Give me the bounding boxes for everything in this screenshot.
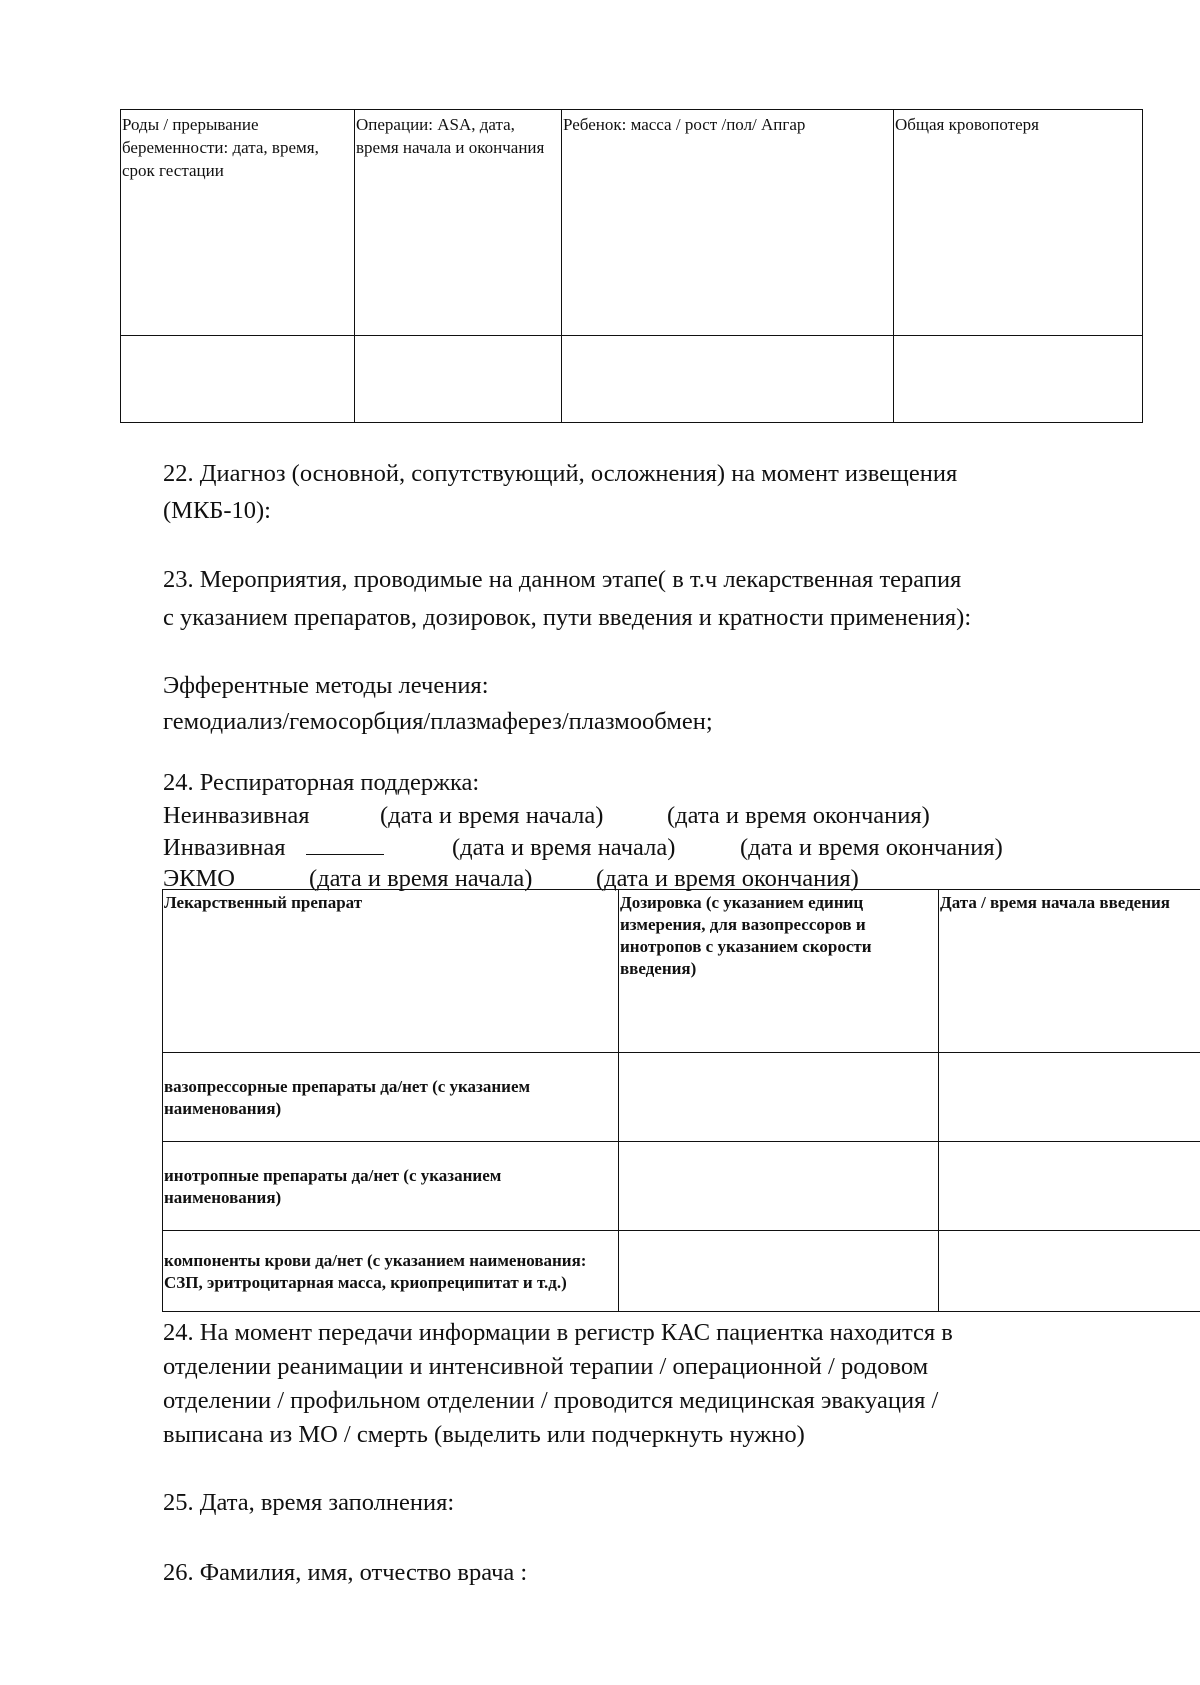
item22-line2: (МКБ-10): (163, 497, 271, 524)
cell-vasopressors-date[interactable] (939, 1053, 1200, 1142)
row-blood-components: компоненты крови да/нет (с указанием наименования: СЗП, эритроцитарная масса, криопреципитат и т.д.) (163, 1231, 619, 1312)
efferent-methods: гемодиализ/гемосорбция/плазмаферез/плазмообмен; (163, 708, 713, 735)
fill-datetime-label: 25. Дата, время заполнения: (163, 1489, 455, 1516)
header-dosage: Дозировка (с указанием единиц измерения, для вазопрессоров и инотропов с указанием скорости введения) (619, 890, 939, 1053)
birth-operations-table (120, 109, 1143, 423)
ecmo-label: ЭКМО (163, 865, 235, 892)
row-vasopressors: вазопрессорные препараты да/нет (с указанием наименования) (163, 1053, 619, 1142)
item23-line1: 23. Мероприятия, проводимые на данном этапе( в т.ч лекарственная терапия (163, 566, 962, 593)
invasive-label: Инвазивная (163, 834, 286, 861)
header-birth: Роды / прерывание беременности: дата, время, срок гестации (121, 110, 355, 336)
item23-line2: с указанием препаратов, дозировок, пути введения и кратности применения): (163, 604, 972, 631)
cell-operations-value[interactable] (355, 336, 562, 423)
item22-line1: 22. Диагноз (основной, сопутствующий, осложнения) на момент извещения (163, 460, 958, 487)
invasive-end: (дата и время окончания) (740, 834, 1003, 861)
ecmo-end: (дата и время окончания) (596, 865, 859, 892)
cell-vasopressors-dose[interactable] (619, 1053, 939, 1142)
noninvasive-start: (дата и время начала) (380, 802, 604, 829)
row-inotropes: инотропные препараты да/нет (с указанием наименования) (163, 1142, 619, 1231)
header-start-date: Дата / время начала введения (939, 890, 1200, 1053)
doctor-name-label: 26. Фамилия, имя, отчество врача : (163, 1559, 528, 1586)
noninvasive-label: Неинвазивная (163, 802, 310, 829)
cell-blood-loss-value[interactable] (894, 336, 1143, 423)
cell-child-value[interactable] (562, 336, 894, 423)
efferent-title: Эфферентные методы лечения: (163, 672, 489, 699)
header-operations: Операции: ASA, дата, время начала и окончания (355, 110, 562, 336)
drug-table (162, 889, 1200, 1312)
ecmo-start: (дата и время начала) (309, 865, 533, 892)
cell-blood-components-date[interactable] (939, 1231, 1200, 1312)
status-line1: 24. На момент передачи информации в регистр КАС пациентка находится в (163, 1319, 953, 1346)
header-drug: Лекарственный препарат (163, 890, 619, 1053)
header-blood-loss: Общая кровопотеря (894, 110, 1143, 336)
cell-blood-components-dose[interactable] (619, 1231, 939, 1312)
cell-inotropes-date[interactable] (939, 1142, 1200, 1231)
status-line4: выписана из МО / смерть (выделить или подчеркнуть нужно) (163, 1421, 805, 1448)
header-child: Ребенок: масса / рост /пол/ Апгар (562, 110, 894, 336)
cell-inotropes-dose[interactable] (619, 1142, 939, 1231)
status-line3: отделении / профильном отделении / проводится медицинская эвакуация / (163, 1387, 939, 1414)
cell-birth-value[interactable] (121, 336, 355, 423)
noninvasive-end: (дата и время окончания) (667, 802, 930, 829)
invasive-blank-line[interactable] (306, 832, 384, 860)
respiratory-title: 24. Респираторная поддержка: (163, 769, 480, 796)
invasive-start: (дата и время начала) (452, 834, 676, 861)
status-line2: отделении реанимации и интенсивной терапии / операционной / родовом (163, 1353, 929, 1380)
